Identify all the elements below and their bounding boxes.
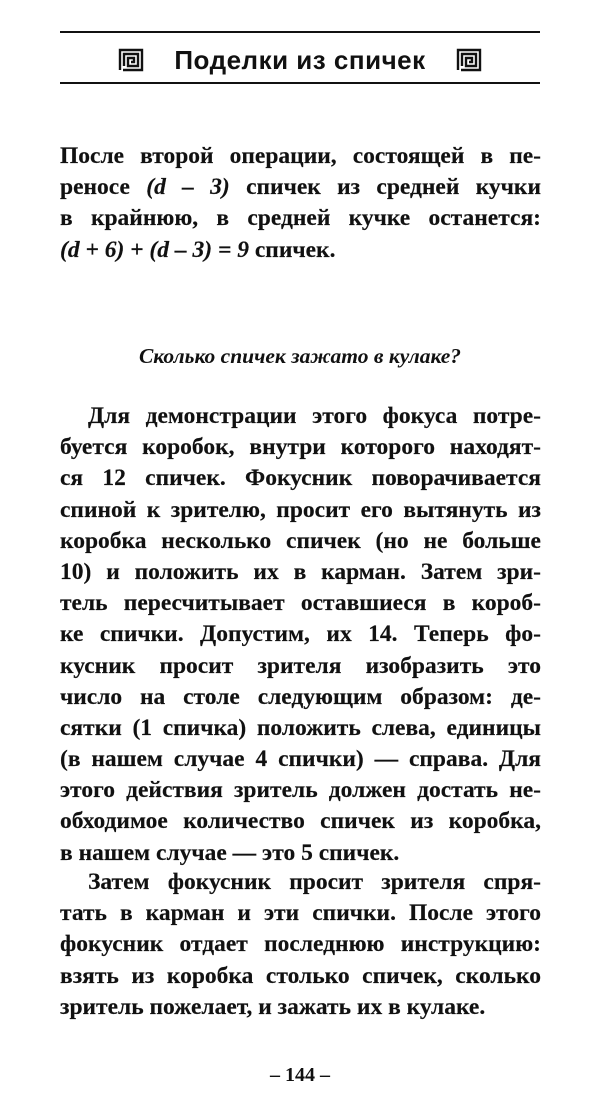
text-line	[60, 401, 541, 432]
text-segment: (в нашем случае 4 спички) — справа. Для	[60, 746, 541, 773]
running-header-title: Поделки из спичек	[174, 44, 426, 75]
text-segment: тель пересчитывает оставшиеся в короб-	[60, 590, 541, 617]
paragraph-3	[60, 867, 541, 1023]
text-line	[60, 992, 541, 1023]
text-line	[60, 744, 541, 775]
text-segment: зритель пожелает, и зажать их в кулаке.	[60, 993, 486, 1020]
text-segment: в нашем случае — это 5 спичек.	[60, 839, 400, 866]
text-line	[60, 172, 541, 203]
running-header	[60, 42, 540, 78]
greek-key-icon	[456, 48, 482, 72]
text-line	[60, 713, 541, 744]
text-line	[60, 495, 541, 526]
text-segment: спичек.	[248, 236, 336, 263]
text-line	[60, 838, 541, 869]
text-segment: После второй операции, состоящей в пе-	[60, 143, 541, 169]
text-segment: сятки (1 спичка) положить слева, единицы	[60, 714, 541, 741]
text-segment: Затем фокусник просит зрителя спря-	[88, 869, 541, 895]
text-line	[60, 651, 541, 682]
text-line	[60, 682, 541, 713]
math-expression: (d + 6) + (d – 3) = 9	[60, 236, 249, 263]
text-segment: Для демонстрации этого фокуса потре-	[88, 403, 541, 429]
text-line	[60, 557, 541, 588]
text-segment: коробка несколько спичек (но не больше	[60, 527, 541, 554]
page-number: – 144 –	[270, 1064, 330, 1086]
header-bottom-rule	[60, 82, 540, 84]
text-line	[60, 432, 541, 463]
text-line	[60, 867, 541, 898]
header-top-rule	[60, 31, 540, 33]
text-segment: спичек из средней кучки	[229, 174, 541, 201]
text-segment: обходимое количество спичек из коробка,	[60, 808, 541, 835]
text-segment: тать в карман и эти спички. После этого	[60, 900, 541, 927]
text-segment: фокусник отдает последнюю инструкцию:	[60, 931, 541, 958]
text-segment: этого действия зритель должен достать не-	[60, 777, 541, 804]
text-line	[60, 961, 541, 992]
text-segment: ся 12 спичек. Фокусник поворачивается	[60, 465, 541, 492]
math-expression: (d – 3)	[146, 174, 230, 201]
text-segment: кусник просит зрителя изобразить это	[60, 652, 541, 679]
text-segment: ке спички. Допустим, их 14. Теперь фо-	[60, 621, 541, 648]
text-line	[60, 775, 541, 806]
text-line	[60, 526, 541, 557]
text-line	[60, 898, 541, 929]
text-line	[60, 141, 541, 172]
text-segment: спиной к зрителю, просит его вытянуть из	[60, 496, 541, 523]
text-segment: в крайнюю, в средней кучке останется:	[60, 205, 541, 232]
text-line	[60, 929, 541, 960]
section-heading: Сколько спичек зажато в кулаке?	[138, 344, 462, 368]
text-line	[60, 619, 541, 650]
text-segment: буется коробок, внутри которого находят-	[60, 434, 541, 461]
text-line	[60, 235, 541, 266]
text-line	[60, 463, 541, 494]
text-segment: реносе	[60, 174, 147, 201]
paragraph-1	[60, 141, 541, 266]
text-line	[60, 806, 541, 837]
text-line	[60, 588, 541, 619]
text-line	[60, 203, 541, 234]
paragraph-2	[60, 401, 541, 869]
text-segment: взять из коробка столько спичек, сколько	[60, 962, 541, 989]
greek-key-icon	[118, 48, 144, 72]
text-segment: 10) и положить их в карман. Затем зри-	[60, 558, 541, 585]
text-segment: число на столе следующим образом: де-	[60, 683, 541, 710]
